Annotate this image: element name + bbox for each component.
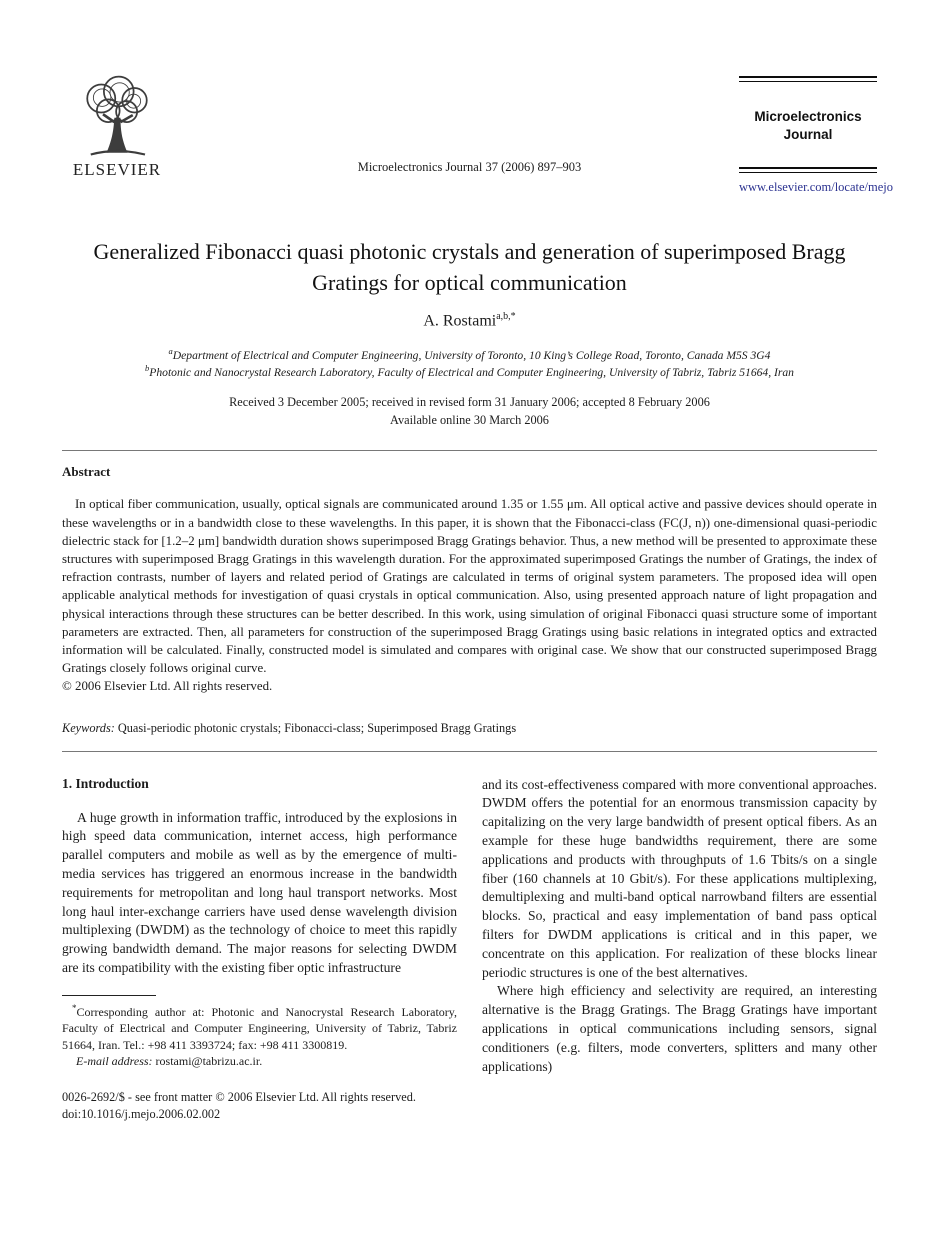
masthead-top-rule [739,76,877,82]
intro-paragraph-1-continued: and its cost-effectiveness compared with more conventional approaches. DWDM offers the potential for an enormous transmission capacity by capitalizing on the very large bandwidth of present optical fibers. As an example for these huge bandwidths requirement, there are some applications and products with throughputs of 1.6 Tbits/s on a single fiber (160 channels at 10 Gbit/s). For these applications multiplexing, demultiplexing and multi-band optical narrowband filters are essential blocks. So, practical and easy implementation of band pass optical filters for DWDM applications is critical and in this paper, we concentrate on this application. For realization of these blocks linear periodic structures is one of the best alternatives. [482,776,877,980]
article-title: Generalized Fibonacci quasi photonic crystals and generation of superimposed Bragg Gratings for optical communication [93,239,846,296]
keywords-label: Keywords: [62,720,115,735]
intro-paragraph-2: Where high efficiency and selectivity are required, an interesting alternative is the Bragg Gratings. The Bragg Gratings have important applications in optical communications including sensors, signal conditioners (e.g. filters, mode converters, splitters and many other applications) [482,983,877,1074]
imprint-block [62,1089,457,1123]
abstract-heading: Abstract [62,464,111,480]
section-heading-introduction: 1. Introduction [62,775,149,791]
available-online: Available online 30 March 2006 [390,412,549,427]
affiliations [62,346,877,381]
copyright-notice: © 2006 Elsevier Ltd. All rights reserved. [62,679,273,694]
abstract-text: In optical fiber communication, usually, optical signals are communicated around 1.35 or 1.55 μm. All optical active and passive devices should operate in these wavelengths or in a bandwidth close to these wavelengths. In this paper, it is shown that the Fibonacci-class (FC(J, n)) one-dimensional quasi-periodic dielectric stack for [1.2–2 μm] bandwidth duration shows superimposed Bragg Gratings behavior. Thus, a new method will be presented to approximate these structures with superimposed Bragg Gratings in this wavelength duration. For the approximated superimposed Gratings the number of Gratings, the index of refraction contrasts, number of layers and related period of Gratings are calculated in terms of original system parameters. The proposed idea will open applicable analytical methods for investigation of quasi crystals in optical communication. Also, using presented approach nature of light propagation and physical interactions through these structures can be better described. In this work, using simulation of original Fibonacci quasi structure some of important parameters are extracted. Then, all parameters for construction of the superimposed Bragg Gratings using basic relations in integrated optics and extracted information will be calculated. Finally, constructed model is simulated and compares with original case. We show that our constructed superimposed Bragg Gratings closely follows original curve. [62,497,877,676]
email-label: E-mail address: [76,1054,153,1069]
author-affiliation-marks: a,b,* [496,311,516,323]
left-column [62,776,457,1124]
footnote-separator [62,995,156,996]
corresponding-author-note: *Corresponding author at: Photonic and Nanocrystal Research Laboratory, Faculty of Electrical and Computer Engineering, University of Tabriz, Tabriz 51664, Iran. Tel.: +98 411 3393724; fax: +98 411 3300819. [62,1002,457,1052]
journal-citation: Microelectronics Journal 37 (2006) 897–903 [357,160,582,174]
elsevier-tree-icon [62,74,172,158]
author-line [62,311,877,330]
title-block [62,236,877,429]
issn-line: 0026-2692/$ - see front matter © 2006 Elsevier Ltd. All rights reserved. [62,1090,416,1105]
publisher-name: ELSEVIER [72,160,162,179]
masthead-bottom-rule [739,167,877,173]
keywords-list: Quasi-periodic photonic crystals; Fibonacci-class; Superimposed Bragg Gratings [117,720,517,735]
article-dates [62,394,877,430]
affiliation-a: $^a$Department of Electrical and Computer Engineering, University of Toronto, 10 King’s College Road, Toronto, Canada M5S 3G4 [168,345,771,362]
email-line [62,1053,457,1070]
divider-rule-top [62,450,877,451]
affiliation-b: $^b$Photonic and Nanocrystal Research Laboratory, Faculty of Electrical and Computer Engineering, University of Tabriz, Tabriz 51664, Iran [145,363,794,380]
journal-name: Microelectronics Journal [754,109,862,142]
divider-rule-bottom [62,751,877,752]
journal-website-link[interactable]: www.elsevier.com/locate/mejo [739,180,893,195]
author-name: A. Rostami [423,312,497,330]
intro-paragraph-1: A huge growth in information traffic, introduced by the explosions in high speed data communication, internet access, high performance parallel computers and mobile as well as by the emergence of multi-media services has triggered an enormous increase in the bandwidth requirements for metropolitan and long haul transport networks. Most long haul inter-exchange carriers have used dense wavelength division multiplexing (DWDM) as the technology of choice to meet this rapidly growing bandwidth demand. The major reasons for selecting DWDM are its compatibility with the existing fiber optic infrastructure [62,809,457,976]
article-body [62,776,877,1124]
elsevier-logo [62,74,172,180]
page-header [62,74,893,196]
received-dates: Received 3 December 2005; received in revised form 31 January 2006; accepted 8 February 2006 [229,394,710,409]
footnote-block [62,995,457,1070]
footnote-star: * [72,1002,77,1013]
keywords-line [62,721,877,736]
email-address: rostami@tabrizu.ac.ir. [155,1054,263,1069]
right-column [482,776,877,1124]
doi-line: doi:10.1016/j.mejo.2006.02.002 [62,1107,221,1122]
journal-masthead [739,76,893,195]
